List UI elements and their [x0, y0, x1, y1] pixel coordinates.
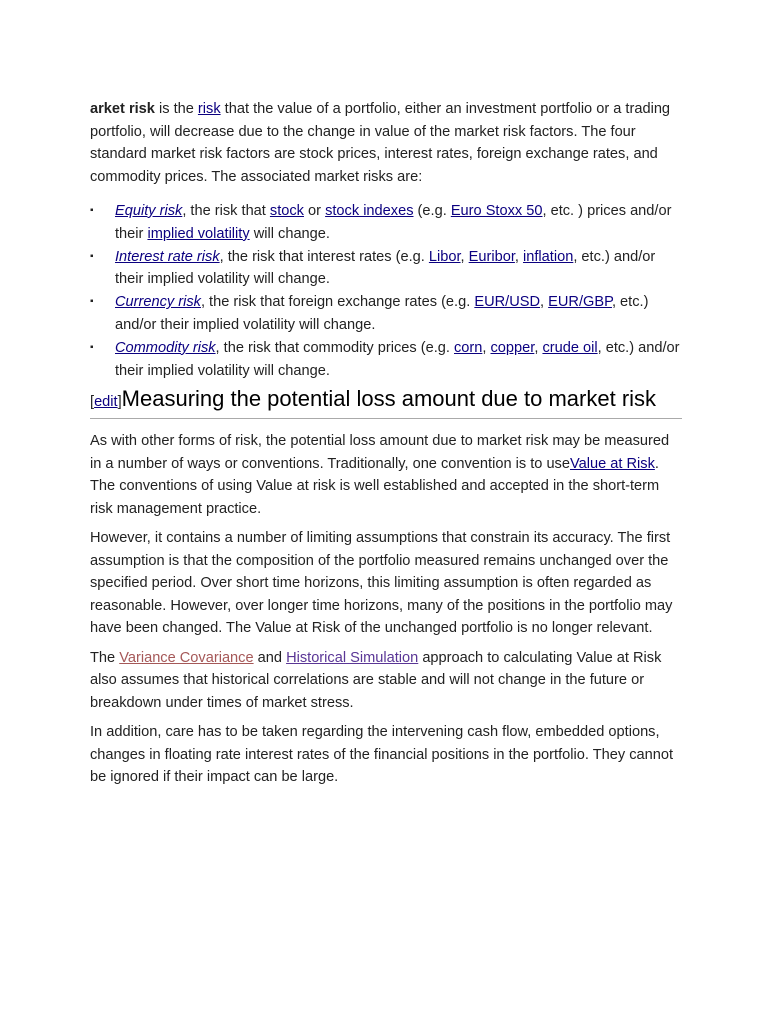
intro-text-2: that the value of a portfolio, either an investment portfolio or a trading portfolio, will decrease due to the change in value of the market risk factors. The four standard market risk factors are stock prices, interest rates, foreign exchange rates, and commodity prices. The associated market risks are: — [90, 101, 671, 185]
edit-link[interactable]: edit — [94, 394, 118, 411]
risk-list-item — [90, 246, 682, 292]
value-at-risk-link[interactable]: Value at Risk — [569, 455, 655, 472]
section-heading — [90, 385, 682, 419]
risk-text: , etc.) and/or their implied volatility will change. — [115, 248, 656, 288]
risk-list-item — [90, 337, 682, 383]
p3-text-2: and — [253, 649, 287, 666]
p1-text-1: As with other forms of risk, the potential loss amount due to market risk may be measured in a number of ways or conventions. Traditionally, one convention is to use — [90, 433, 670, 472]
risk-example-link[interactable]: EUR/USD — [474, 294, 541, 311]
risk-text: (e.g. — [413, 203, 451, 219]
risk-text: , the risk that commodity prices (e.g. — [215, 339, 454, 356]
intro-term: arket risk — [90, 101, 155, 117]
risk-example-link[interactable]: inflation — [523, 248, 574, 265]
edit-bracket-open: [ — [90, 394, 95, 411]
risk-text: , etc. ) prices and/or their — [115, 203, 672, 242]
risk-example-link[interactable]: crude oil — [542, 339, 598, 356]
intro-paragraph — [90, 98, 682, 188]
risk-list — [90, 200, 682, 382]
paragraph-cash-flow: In addition, care has to be taken regarding the intervening cash flow, embedded options, changes in floating rate interest rates of the financial positions in the portfolio. They cannot be ignored if their impact can be large. — [90, 724, 674, 786]
p1-text-2: . The conventions of using Value at risk is well established and accepted in the short-term risk management practice. — [90, 455, 660, 517]
risk-text: , — [534, 339, 543, 356]
risk-example-link[interactable]: Libor — [428, 248, 461, 265]
risk-text: , — [514, 248, 524, 265]
historical-simulation-link[interactable]: Historical Simulation — [286, 649, 419, 666]
bullet-icon: ▪ — [90, 250, 94, 262]
risk-text: , the risk that interest rates (e.g. — [219, 248, 429, 265]
edit-bracket-close: ] — [117, 394, 122, 411]
risk-text: will change. — [249, 225, 330, 242]
risk-example-link[interactable]: Euribor — [468, 248, 515, 265]
p3-text-1: The — [90, 649, 120, 666]
paragraph-correlations — [90, 647, 682, 715]
intro-text-1: is the — [154, 101, 198, 117]
risk-example-link[interactable]: EUR/GBP — [548, 294, 612, 311]
bullet-icon: ▪ — [90, 296, 94, 308]
risk-example-link[interactable]: Euro Stoxx 50 — [450, 203, 543, 219]
paragraph-assumptions: However, it contains a number of limiting assumptions that constrain its accuracy. The first assumption is that the composition of the portfolio measured remains unchanged over the specified period. Over short time horizons, this limiting assumption is often regarded as reasonable. However, over longer time horizons, many of the positions in the portfolio may have been changed. The Value at Risk of the unchanged portfolio is no longer relevant. — [90, 530, 673, 637]
risk-text: , — [482, 339, 491, 356]
risk-example-link[interactable]: copper — [490, 339, 535, 356]
variance-covariance-link[interactable]: Variance Covariance — [119, 649, 254, 666]
risk-text: , the risk that foreign exchange rates (e.g. — [200, 294, 475, 311]
risk-list-item — [90, 200, 682, 246]
risk-text: , the risk that — [182, 203, 270, 219]
article-body — [90, 98, 682, 796]
risk-text: , — [460, 248, 469, 265]
risk-example-link[interactable]: stock indexes — [325, 203, 414, 219]
paragraph-value-at-risk — [90, 430, 682, 520]
bullet-icon: ▪ — [90, 205, 94, 216]
risk-name-link[interactable]: Equity risk — [115, 203, 183, 219]
risk-link[interactable]: risk — [197, 101, 221, 117]
section-title: Measuring the potential loss amount due to market risk — [121, 386, 657, 412]
risk-text: , etc.) and/or their implied volatility will change. — [115, 294, 649, 333]
risk-text: , etc.) and/or their implied volatility will change. — [115, 339, 680, 379]
risk-example-link[interactable]: stock — [269, 203, 304, 219]
risk-list-item — [90, 291, 682, 337]
risk-name-link[interactable]: Commodity risk — [115, 339, 216, 356]
bullet-icon: ▪ — [90, 341, 94, 353]
p3-text-3: approach to calculating Value at Risk also assumes that historical correlations are stable and will not change in the future or breakdown under times of market stress. — [90, 649, 662, 711]
risk-name-link[interactable]: Interest rate risk — [115, 248, 220, 265]
risk-name-link[interactable]: Currency risk — [115, 294, 201, 311]
risk-text: , — [540, 294, 549, 311]
risk-example-link[interactable]: implied volatility — [147, 225, 250, 242]
risk-text: or — [303, 203, 326, 219]
risk-example-link[interactable]: corn — [454, 339, 483, 356]
